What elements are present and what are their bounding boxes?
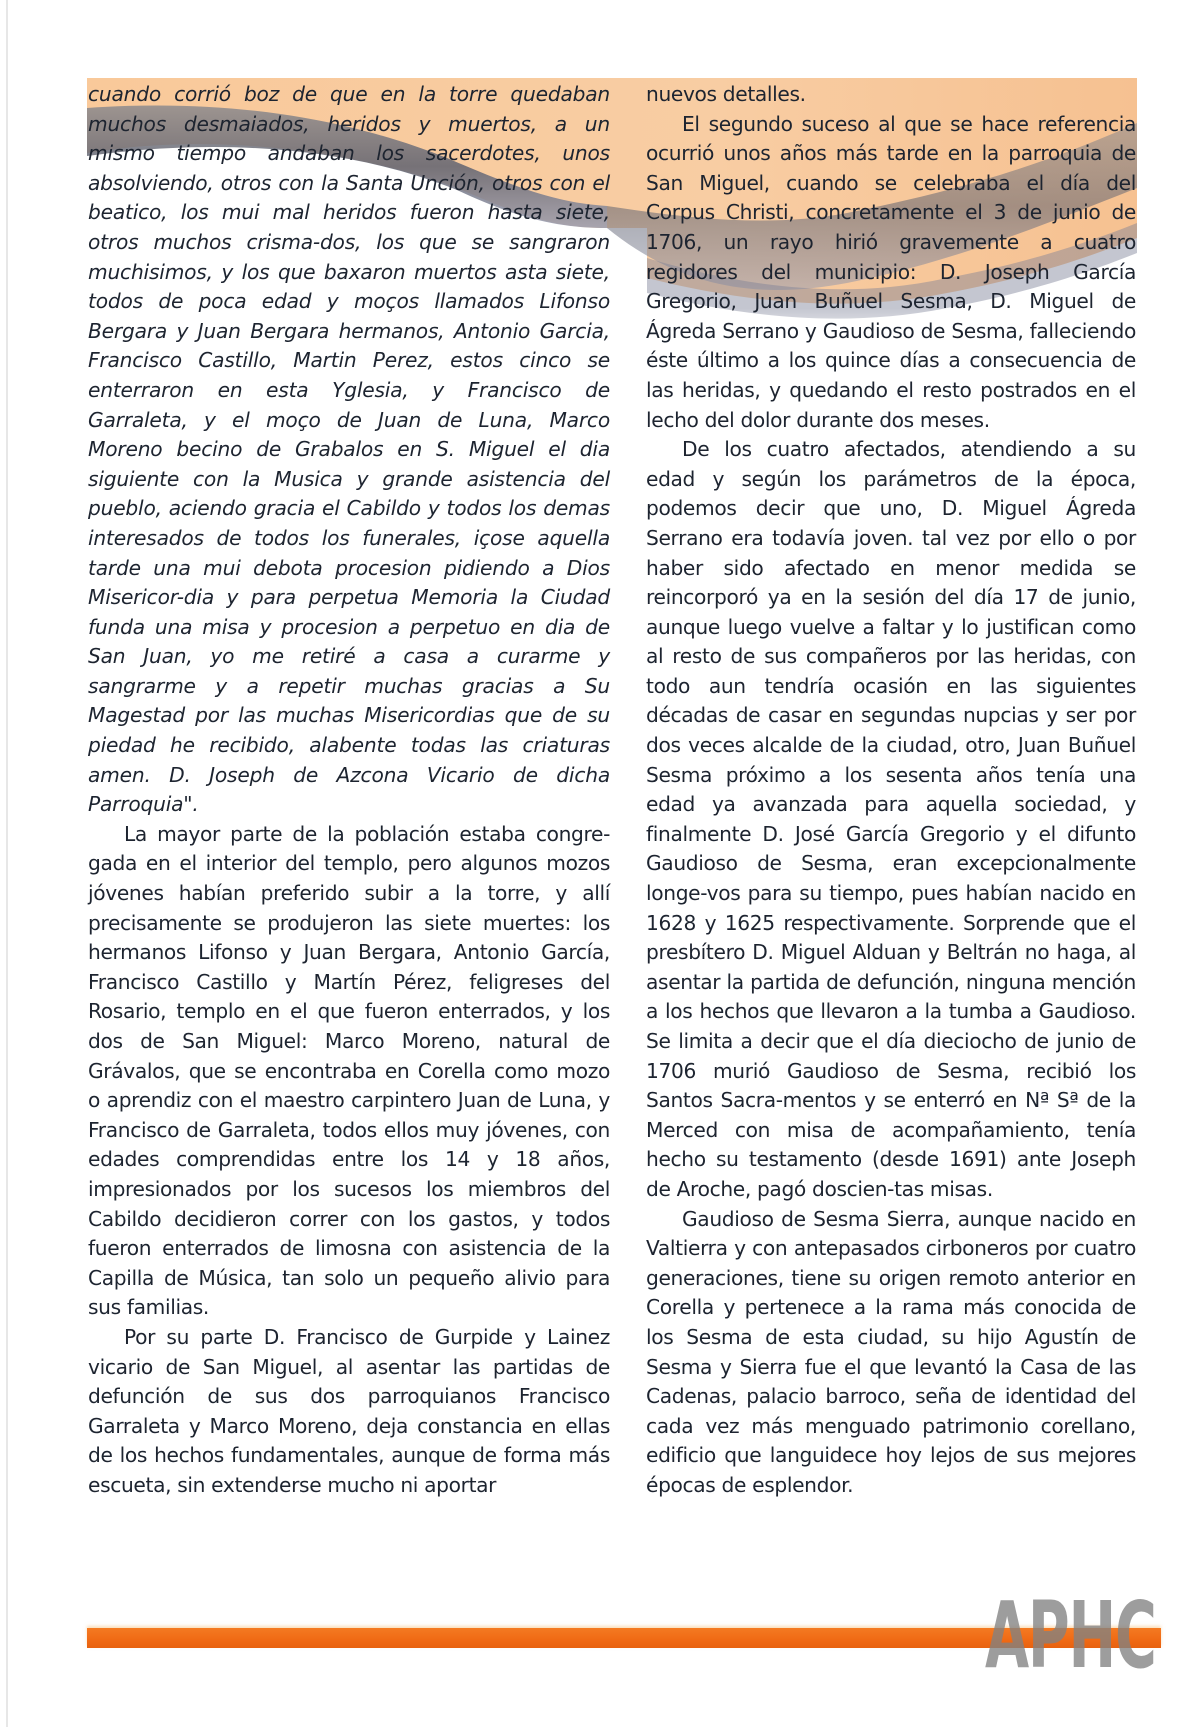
paragraph-continuation: nuevos detalles.	[646, 82, 806, 106]
paragraph: Por su parte D. Francisco de Gurpide y Lainez vicario de San Miguel, al asentar las partidas de defunción de sus dos parroquianos Francisco Garraleta y Marco Moreno, deja constancia en ellas de los hechos fundamentales, aunque de forma más escueta, sin extenderse mucho ni aportar	[88, 1324, 610, 1497]
paragraph: Gaudioso de Sesma Sierra, aunque nacido en Valtierra y con antepasados cirboneros por cuatro generaciones, tiene su origen remoto anterior en Corella y pertenece a la rama más conocida de los Sesma de esta ciudad, su hijo Agustín de Sesma y Sierra fue el que levantó la Casa de las Cadenas, palacio barroco, seña de identidad del cada vez más menguado patrimonio corellano, edificio que languidece hoy lejos de sus mejores épocas de esplendor.	[646, 1206, 1136, 1497]
paragraph: De los cuatro afectados, atendiendo a su edad y según los parámetros de la época, podemos decir que uno, D. Miguel Ágreda Serrano era todavía joven. tal vez por ello o por haber sido afectado en menor medida se reincorporó ya en la sesión del día 17 de junio, aunque luego vuelve a faltar y lo justifican como al resto de sus compañeros por las heridas, con todo aun tendría ocasión en las siguientes décadas de casar en segundas nupcias y ser por dos veces alcalde de la ciudad, otro, Juan Buñuel Sesma próximo a los sesenta años tenía una edad ya avanzada para aquella sociedad, y finalmente D. José García Gregorio y el difunto Gaudioso de Sesma, eran excepcionalmente longe-vos para su tiempo, pues habían nacido en 1628 y 1625 respectivamente. Sorprende que el presbítero D. Miguel Alduan y Beltrán no haga, al asentar la partida de defunción, ninguna mención a los hechos que llevaron a la tumba a Gaudioso. Se limita a decir que el día dieciocho de junio de 1706 murió Gaudioso de Sesma, recibió los Santos Sacra-mentos y se enterró en Nª Sª de la Merced con misa de acompañamiento, tenía hecho su testamento (desde 1691) ante Joseph de Aroche, pagó doscien-tas misas.	[646, 437, 1136, 1201]
paragraph: La mayor parte de la población estaba congre-gada en el interior del templo, pero algunos mozos jóvenes habían preferido subir a la torre, y allí precisamente se produjeron las siete muertes: los hermanos Lifonso y Juan Bergara, Antonio García, Francisco Castillo y Martín Pérez, feligreses del Rosario, templo en el que fueron enterrados, y los dos de San Miguel: Marco Moreno, natural de Grávalos, que se encontraba en Corella como mozo o aprendiz con el maestro carpintero Juan de Luna, y Francisco de Garraleta, todos ellos muy jóvenes, con edades comprendidas entre los 14 y 18 años, impresionados por los sucesos los miembros del Cabildo decidieron correr con los gastos, y todos fueron enterrados de limosna con asistencia de la Capilla de Música, tan solo un pequeño alivio para sus familias.	[88, 821, 610, 1320]
right-column	[646, 80, 1136, 1501]
scan-edge	[6, 0, 8, 1727]
historical-quote: cuando corrió boz de que en la torre quedaban muchos desmaiados, heridos y muertos, a un mismo tiempo andaban los sacerdotes, unos absolviendo, otros con la Santa Unción, otros con el beatico, los mui mal heridos fueron hasta siete, otros muchos crisma-dos, los que se sangraron muchisimos, y los que baxaron muertos asta siete, todos de poca edad y moços llamados Lifonso Bergara y Juan Bergara hermanos, Antonio Garcia, Francisco Castillo, Martin Perez, estos cinco se enterraron en esta Yglesia, y Francisco de Garraleta, y el moço de Juan de Luna, Marco Moreno becino de Grabalos en S. Miguel el dia siguiente con la Musica y grande asistencia del pueblo, aciendo gracia el Cabildo y todos los demas interesados de todos los funerales, içose aquella tarde una mui debota procesion pidiendo a Dios Misericor-dia y para perpetua Memoria la Ciudad funda una misa y procesion a perpetuo en dia de San Juan, yo me retiré a casa a curarme y sangrarme y a repetir muchas gracias a Su Magestad por las muchas Misericordias que de su piedad he recibido, alabente todas las criaturas amen. D. Joseph de Azcona Vicario de dicha Parroquia".	[88, 82, 610, 817]
paragraph: El segundo suceso al que se hace referencia ocurrió unos años más tarde en la parroquia de San Miguel, cuando se celebraba el día del Corpus Christi, concretamente el 3 de junio de 1706, un rayo hirió gravemente a cuatro regidores del municipio: D. Joseph García Gregorio, Juan Buñuel Sesma, D. Miguel de Ágreda Serrano y Gaudioso de Sesma, falleciendo éste último a los quince días a consecuencia de las heridas, y quedando el resto postrados en el lecho del dolor durante dos meses.	[646, 111, 1136, 432]
left-column	[88, 80, 610, 1501]
aphc-logo: APHC	[985, 1582, 1156, 1689]
